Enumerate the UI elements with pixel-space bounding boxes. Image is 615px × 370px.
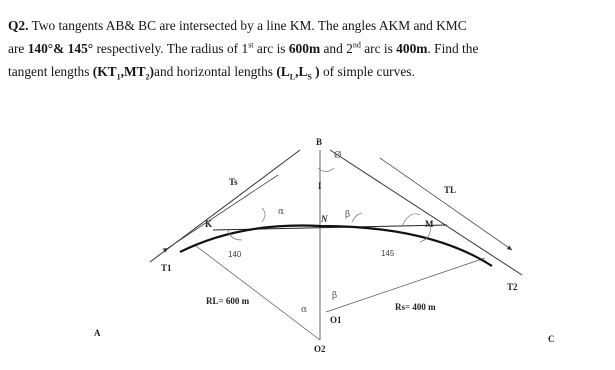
text-fragment: arc is (253, 41, 289, 56)
tangent-line-bc (330, 150, 522, 275)
label-i: I (318, 181, 322, 191)
subscript: 2 (145, 72, 150, 82)
text-fragment: . Find the (427, 41, 479, 56)
label-tl: TL (444, 185, 457, 195)
radius-1-value: 600m (288, 41, 321, 56)
label-o2: O2 (314, 344, 326, 354)
ts-dimension-line (168, 175, 278, 248)
horizontal-terms: (L (276, 64, 290, 79)
subscript: S (307, 72, 312, 82)
angle-label-right: 145 (381, 249, 395, 258)
beta-symbol-top: β (345, 210, 351, 220)
angle-kmc-value: 145° (67, 41, 94, 56)
beta-symbol-bottom: β (332, 291, 338, 301)
radius-line-left (196, 246, 320, 340)
text-fragment: respectively. The radius of 1 (93, 41, 249, 56)
text-fragment: and horizontal lengths (154, 64, 277, 79)
alpha-symbol-top: α (278, 207, 285, 217)
radius-label-right: Rs= 400 m (395, 302, 436, 312)
angle-akm-value: 140° (27, 41, 54, 56)
label-t1: T1 (161, 263, 172, 273)
label-c: C (548, 334, 555, 344)
question-number: Q2. (8, 18, 29, 33)
label-m: M (425, 219, 434, 229)
question-line1-text: Two tangents AB& BC are intersected by a line KM. The angles AKM and KMC (31, 18, 467, 33)
superscript-st: st (248, 40, 254, 50)
tangent-terms: ,MT (120, 64, 146, 79)
m-arc (402, 214, 420, 226)
horizontal-terms: ) (311, 64, 320, 79)
phi-symbol: Ø (334, 151, 342, 161)
text-fragment: arc is (360, 41, 397, 56)
label-n: N (321, 214, 328, 224)
tangent-terms: (KT (92, 64, 117, 79)
text-fragment: of simple curves. (319, 64, 415, 79)
subscript: L (289, 72, 296, 82)
label-t2: T2 (507, 282, 518, 292)
text-fragment: are (8, 41, 28, 56)
label-o1: O1 (330, 315, 342, 325)
text-fragment: tangent lengths (8, 64, 93, 79)
radius-2-value: 400m (396, 41, 428, 56)
subscript: 1 (116, 72, 121, 82)
label-a: A (94, 328, 101, 338)
radius-label-left: RL= 600 m (206, 296, 250, 306)
alpha-arc (262, 208, 265, 222)
label-ts: Ts (229, 177, 238, 187)
tl-dimension-line (380, 158, 512, 250)
text-fragment: & (53, 41, 68, 56)
beta-arc (352, 213, 362, 222)
alpha-symbol-bottom: α (301, 305, 308, 315)
compound-curve (180, 226, 492, 266)
text-fragment: and 2 (320, 41, 353, 56)
label-b: B (316, 137, 323, 147)
superscript-nd: nd (352, 40, 361, 50)
angle-label-left: 140 (228, 250, 242, 259)
label-k: K (205, 219, 213, 229)
tangent-terms: ) (149, 64, 154, 79)
horizontal-terms: ,L (295, 64, 308, 79)
